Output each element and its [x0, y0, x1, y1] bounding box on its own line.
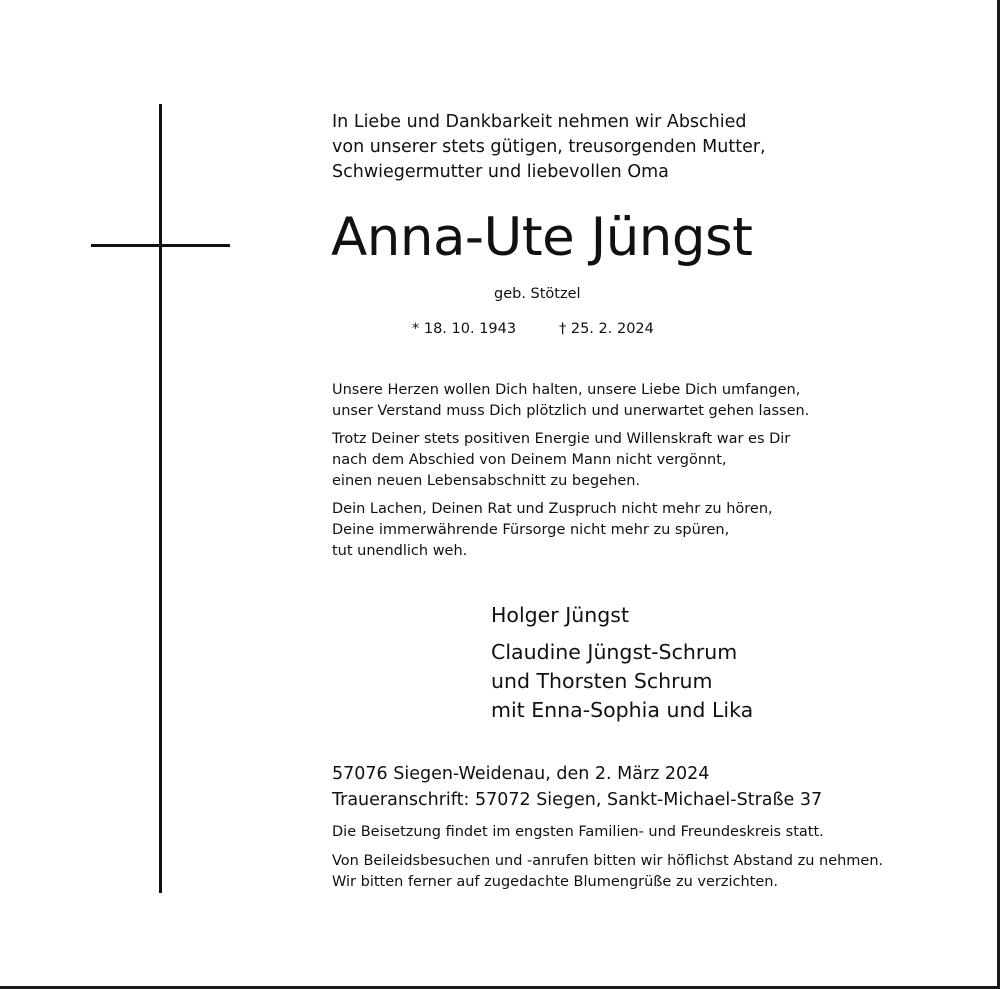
verse-line: einen neuen Lebensabschnitt zu begehen.	[332, 473, 641, 489]
mourners	[491, 601, 911, 725]
condolence-note: Von Beileidsbesuchen und -anrufen bitten wir höflichst Abstand zu nehmen.	[332, 853, 884, 869]
intro-line: In Liebe und Dankbarkeit nehmen wir Abschied	[332, 112, 747, 132]
verse-line: tut unendlich weh.	[332, 543, 468, 559]
mourner-name: und Thorsten Schrum	[491, 669, 713, 693]
verse-line: nach dem Abschied von Deinem Mann nicht vergönnt,	[332, 452, 727, 468]
cross-vertical-bar	[159, 104, 162, 893]
verse-line: Unsere Herzen wollen Dich halten, unsere Liebe Dich umfangen,	[332, 382, 801, 398]
mourner-name: Holger Jüngst	[491, 603, 629, 627]
mourner-name: Claudine Jüngst-Schrum	[491, 640, 738, 664]
stanza	[332, 499, 892, 562]
birth-name: geb. Stötzel	[494, 286, 581, 302]
mourner-name: mit Enna-Sophia und Lika	[491, 698, 754, 722]
verse-line: Dein Lachen, Deinen Rat und Zuspruch nicht mehr zu hören,	[332, 501, 773, 517]
verses	[332, 380, 892, 569]
birth-date: * 18. 10. 1943	[412, 321, 517, 337]
stanza	[332, 380, 892, 422]
place-date-line: 57076 Siegen-Weidenau, den 2. März 2024	[332, 764, 710, 784]
death-date: † 25. 2. 2024	[559, 321, 654, 337]
intro-line: Schwiegermutter und liebevollen Oma	[332, 162, 669, 182]
verse-line: Deine immerwährende Fürsorge nicht mehr zu spüren,	[332, 522, 730, 538]
verse-line: unser Verstand muss Dich plötzlich und unerwartet gehen lassen.	[332, 403, 810, 419]
intro-line: von unserer stets gütigen, treusorgenden Mutter,	[332, 137, 766, 157]
notes	[332, 822, 952, 893]
verse-line: Trotz Deiner stets positiven Energie und Willenskraft war es Dir	[332, 431, 791, 447]
flower-note: Wir bitten ferner auf zugedachte Blumengrüße zu verzichten.	[332, 874, 779, 890]
deceased-name: Anna-Ute Jüngst	[331, 207, 753, 268]
stanza	[332, 429, 892, 492]
intro-text	[332, 110, 892, 185]
place-and-address	[332, 761, 952, 813]
burial-note: Die Beisetzung findet im engsten Familien- und Freundeskreis statt.	[332, 824, 824, 840]
mourning-address: Traueranschrift: 57072 Siegen, Sankt-Michael-Straße 37	[332, 790, 823, 810]
cross-horizontal-bar	[91, 244, 230, 247]
